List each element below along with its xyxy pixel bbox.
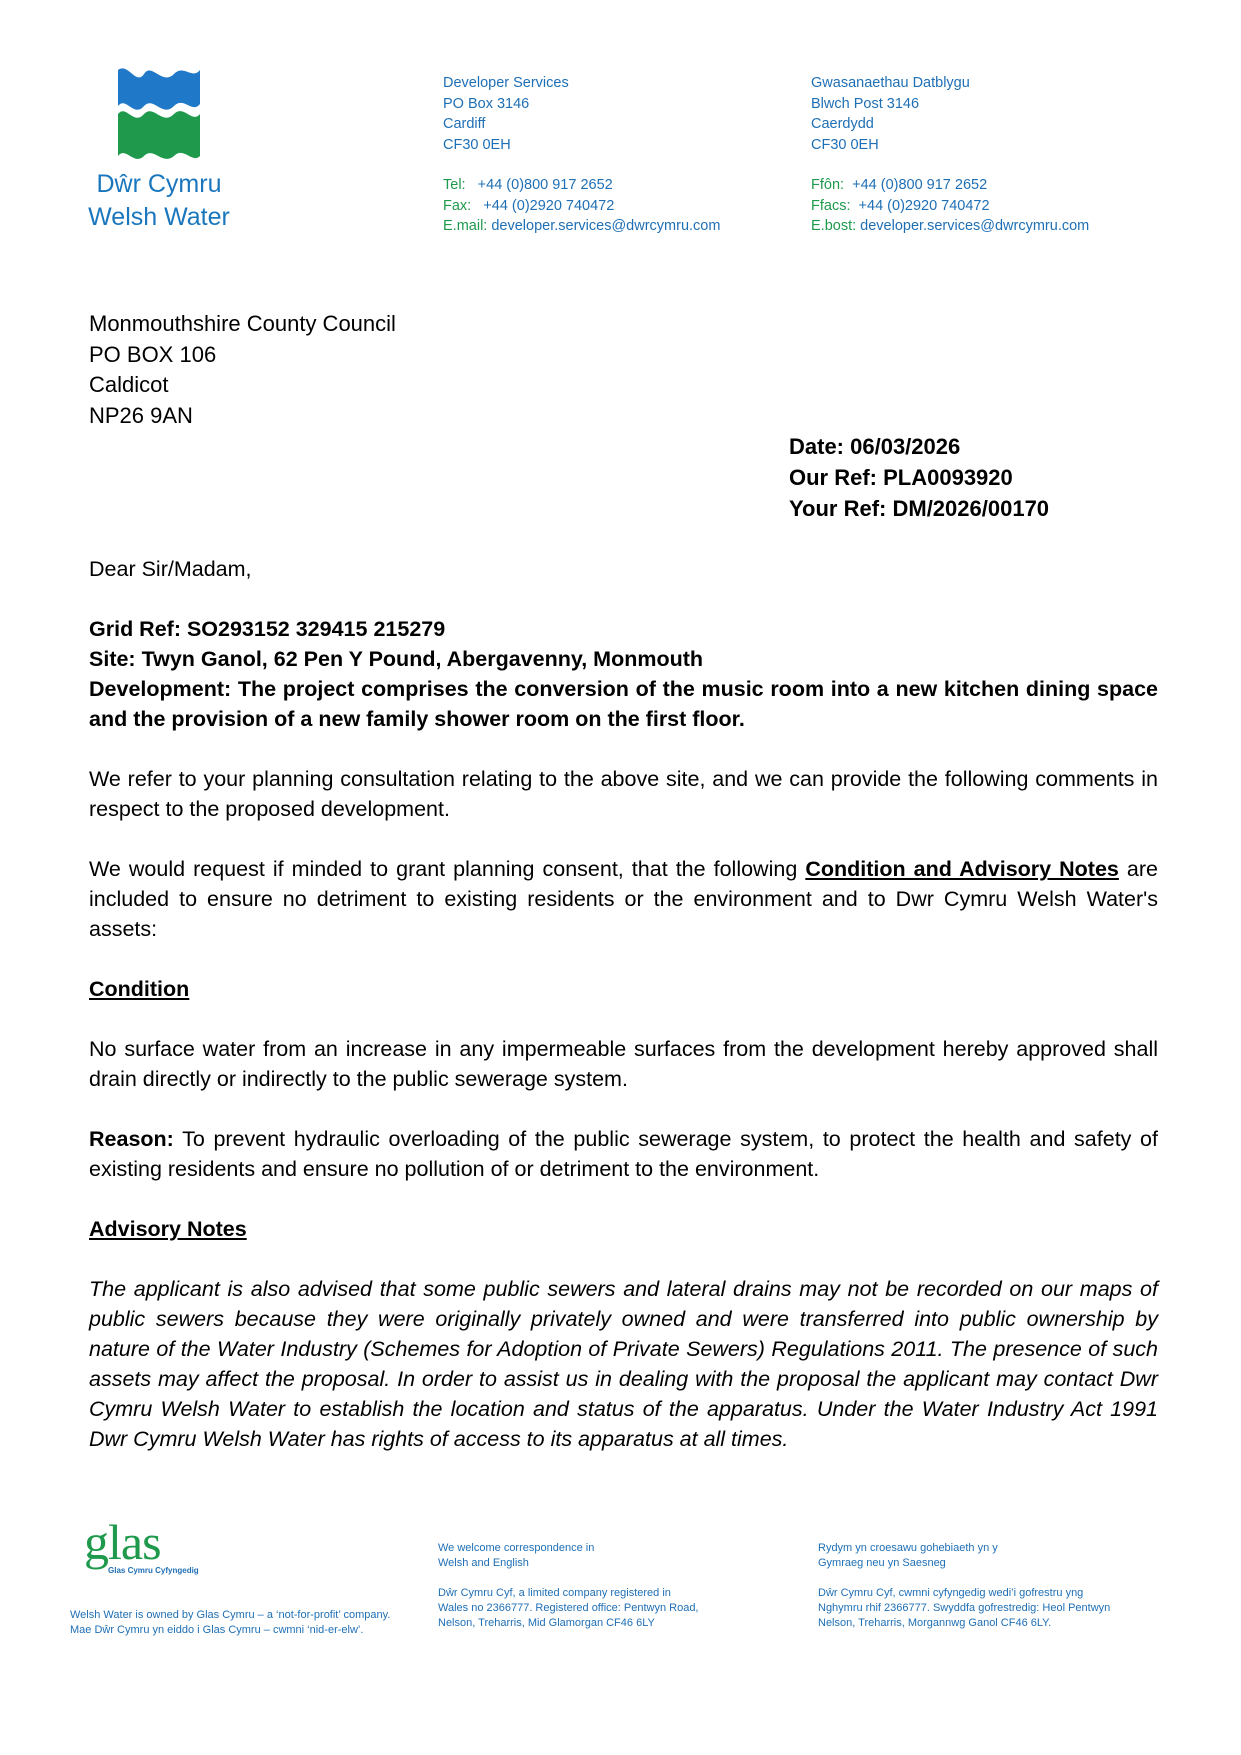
salutation: Dear Sir/Madam,: [89, 557, 252, 581]
glas-cymru-logo: [84, 1514, 199, 1575]
welcome-line-2: Welsh and English: [438, 1557, 529, 1569]
tel-value: +44 (0)800 917 2652: [852, 177, 988, 193]
footer-ownership: [70, 1608, 390, 1638]
footer-english-info: [438, 1541, 699, 1631]
site-address: Site: Twyn Ganol, 62 Pen Y Pound, Abergavenny, Monmouth: [89, 647, 704, 671]
tel-line: [811, 175, 1089, 196]
po-box: Blwch Post 3146: [811, 95, 920, 112]
fax-label: Ffacs:: [811, 197, 851, 214]
recipient-address: [89, 309, 396, 431]
department: Developer Services: [443, 75, 569, 91]
grid-ref: Grid Ref: SO293152 329415 215279: [89, 617, 446, 641]
welsh-water-wave-icon: [114, 66, 204, 164]
reason-label: Reason:: [89, 1127, 174, 1151]
tel-label: Tel:: [443, 177, 466, 193]
department: Gwasanaethau Datblygu: [811, 75, 970, 91]
tel-label: Ffôn:: [811, 177, 845, 193]
city: Cardiff: [443, 116, 486, 132]
recipient-postcode: NP26 9AN: [89, 402, 193, 428]
fax-value: +44 (0)2920 740472: [483, 197, 615, 214]
email-line: [443, 216, 720, 237]
advisory-text: The applicant is also advised that some public sewers and lateral drains may not be recorded on our maps of public sewers because they were originally privately owned and were transferred into public ownership by nature of the Water Industry (Schemes for Adoption of Private Sewers) Regulations 2011. The presence of such assets may affect the proposal. In order to assist us in dealing with the proposal the applicant may contact Dwr Cymru Welsh Water to establish the location and status of the apparatus. Under the Water Industry Act 1991 Dwr Cymru Welsh Water has rights of access to its apparatus at all times.: [89, 1277, 1158, 1451]
glas-subtitle: Glas Cymru Cyfyngedig: [108, 1566, 199, 1575]
registration-line-2: Nghymru rhif 2366777. Swyddfa gofrestredig: Heol Pentwyn: [818, 1602, 1111, 1614]
condition-text: No surface water from an increase in any impermeable surfaces from the development hereby approved shall drain directly or indirectly to the public sewerage system.: [89, 1037, 1158, 1091]
email-line: [811, 216, 1089, 237]
postcode: CF30 0EH: [811, 136, 879, 153]
our-ref: Our Ref: PLA0093920: [789, 465, 1013, 490]
ownership-english: Welsh Water is owned by Glas Cymru – a ‘not-for-profit’ company.: [70, 1609, 391, 1621]
logo-line-2: Welsh Water: [88, 203, 230, 231]
tel-line: [443, 175, 720, 196]
recipient-town: Caldicot: [89, 372, 169, 397]
fax-line: [811, 196, 1089, 217]
city: Caerdydd: [811, 116, 874, 132]
logo-line-1: Dŵr Cymru: [96, 170, 222, 198]
registration-line-1: Dŵr Cymru Cyf, cwmni cyfyngedig wedi’i gofrestru yng: [818, 1587, 1084, 1599]
welcome-line-1: Rydym yn croesawu gohebiaeth yn y: [818, 1542, 998, 1554]
email-link[interactable]: developer.services@dwrcymru.com: [491, 218, 721, 234]
letter-date: Date: 06/03/2026: [789, 434, 961, 459]
registration-line-3: Nelson, Treharris, Morgannwg Ganol CF46 6LY.: [818, 1617, 1052, 1629]
postcode: CF30 0EH: [443, 136, 511, 153]
registration-line-2: Wales no 2366777. Registered office: Pentwyn Road,: [438, 1602, 699, 1614]
glas-wordmark: glas: [84, 1514, 161, 1570]
your-ref: Your Ref: DM/2026/00170: [789, 496, 1050, 521]
welsh-contact-block: [811, 73, 1089, 237]
development-description: Development: The project comprises the conversion of the music room into a new kitchen dining space and the provision of a new family shower room on the first floor.: [89, 677, 1158, 731]
email-label: E.bost:: [811, 218, 857, 234]
reason-paragraph: Reason: To prevent hydraulic overloading of the public sewerage system, to protect the health and safety of existing residents and ensure no pollution of or detriment to the environment.: [89, 1127, 1158, 1181]
letter-body: [89, 554, 1158, 1454]
registration-line-3: Nelson, Treharris, Mid Glamorgan CF46 6LY: [438, 1617, 655, 1629]
advisory-heading: Advisory Notes: [89, 1217, 247, 1241]
email-label: E.mail:: [443, 218, 488, 234]
footer-welsh-info: [818, 1541, 1110, 1631]
welsh-water-logo: [74, 66, 244, 246]
condition-advisory-highlight: Condition and Advisory Notes: [805, 857, 1119, 881]
recipient-po-box: PO BOX 106: [89, 341, 217, 367]
tel-value: +44 (0)800 917 2652: [477, 177, 613, 193]
email-link[interactable]: developer.services@dwrcymru.com: [860, 218, 1090, 234]
fax-label: Fax:: [443, 197, 472, 214]
welcome-line-2: Gymraeg neu yn Saesneg: [818, 1557, 946, 1569]
english-contact-block: [443, 73, 720, 237]
recipient-name: Monmouthshire County Council: [89, 311, 396, 336]
welcome-line-1: We welcome correspondence in: [438, 1542, 595, 1554]
fax-value: +44 (0)2920 740472: [858, 197, 990, 214]
request-paragraph: We would request if minded to grant planning consent, that the following Condition and Advisory Notes are included to ensure no detriment to existing residents or the environment and to Dwr Cymru Welsh Water's assets:: [89, 857, 1158, 941]
reference-block: [789, 431, 1049, 524]
ownership-welsh: Mae Dŵr Cymru yn eiddo i Glas Cymru – cwmni ‘nid-er-elw’.: [70, 1624, 364, 1636]
condition-heading: Condition: [89, 977, 190, 1001]
po-box: PO Box 3146: [443, 95, 530, 112]
registration-line-1: Dŵr Cymru Cyf, a limited company registered in: [438, 1587, 671, 1599]
intro-paragraph: We refer to your planning consultation relating to the above site, and we can provide the following comments in respect to the proposed development.: [89, 767, 1158, 821]
fax-line: [443, 196, 720, 217]
